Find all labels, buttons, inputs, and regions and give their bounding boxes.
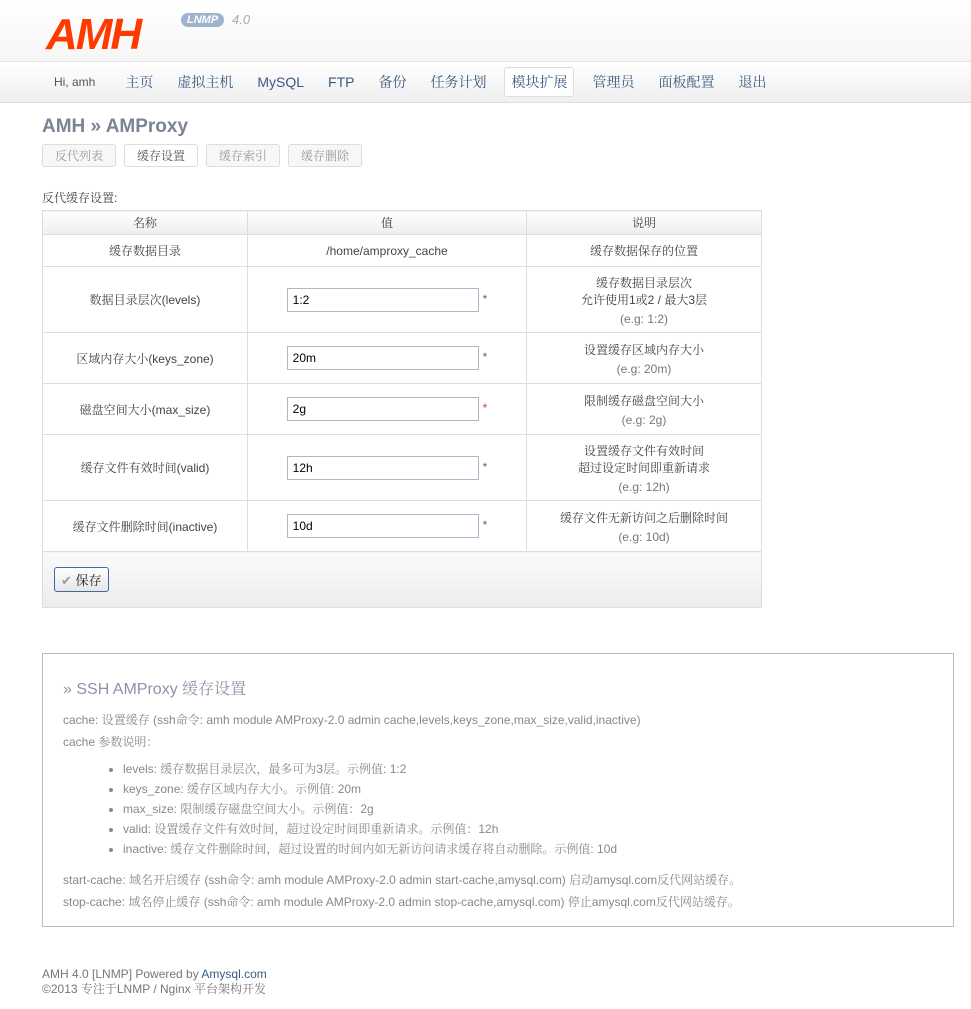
- value-input[interactable]: [287, 456, 479, 480]
- ssh-title: » SSH AMProxy 缓存设置: [63, 681, 247, 698]
- tab-proxy-list[interactable]: 反代列表: [42, 144, 116, 167]
- value-input[interactable]: [287, 288, 479, 312]
- list-item: • levels: 缓存数据目录层次，最多可为3层。示例值: 1:2: [123, 759, 933, 779]
- list-item: • inactive: 缓存文件删除时间，超过设置的时间内如无新访问请求缓存将自动删除。示例值: 10d: [123, 839, 933, 859]
- row-desc: 设置缓存区域内存大小 (e.g: 20m): [527, 333, 762, 384]
- sub-tabs: [42, 144, 762, 167]
- footer: AMH 4.0 [LNMP] Powered by Amysql.com ©2013 专注于LNMP / Nginx 平台架构开发: [42, 967, 267, 996]
- table-row: [43, 267, 762, 333]
- list-item: • keys_zone: 缓存区域内存大小。示例值: 20m: [123, 779, 933, 799]
- list-item: • valid: 设置缓存文件有效时间，超过设定时间即重新请求。示例值：12h: [123, 819, 933, 839]
- row-value: /home/amproxy_cache: [248, 235, 527, 267]
- nav-logout[interactable]: 退出: [738, 74, 767, 90]
- table-row: [43, 501, 762, 552]
- col-desc: 说明: [527, 211, 762, 235]
- page-title: AMH » AMProxy: [42, 116, 189, 137]
- nav-config[interactable]: 面板配置: [658, 74, 715, 90]
- list-item: • max_size: 限制缓存磁盘空间大小。示例值：2g: [123, 799, 933, 819]
- ssh-stop: stop-cache: 域名停止缓存 (ssh命令: amh module AMProxy-2.0 admin stop-cache,amysql.com) 停止amysql.com反代网站缓存。: [63, 895, 740, 909]
- value-input[interactable]: [287, 397, 479, 421]
- required-mark: *: [482, 350, 488, 365]
- row-desc: 设置缓存文件有效时间 超过设定时间即重新请求 (e.g: 12h): [527, 435, 762, 501]
- col-value: 值: [248, 211, 527, 235]
- row-name: 数据目录层次(levels): [43, 267, 248, 333]
- row-desc: 缓存数据保存的位置: [527, 235, 762, 267]
- lnmp-badge: LNMP: [181, 13, 224, 27]
- header: [0, 0, 971, 62]
- col-name: 名称: [43, 211, 248, 235]
- table-row: [43, 235, 762, 267]
- row-desc: 缓存文件无新访问之后删除时间 (e.g: 10d): [527, 501, 762, 552]
- required-mark: *: [482, 291, 488, 306]
- cache-settings-table: [42, 210, 762, 608]
- amh-logo: AMH: [46, 10, 141, 59]
- value-input[interactable]: [287, 346, 479, 370]
- main-content: [42, 116, 762, 608]
- table-row: [43, 384, 762, 435]
- nav-home[interactable]: 主页: [125, 74, 154, 90]
- ssh-cache: cache: 设置缓存 (ssh命令: amh module AMProxy-2.0 admin cache,levels,keys_zone,max_size,valid,inactive): [63, 713, 641, 727]
- tab-cache-delete[interactable]: 缓存删除: [288, 144, 362, 167]
- check-icon: ✔: [61, 573, 72, 588]
- row-name: 磁盘空间大小(max_size): [43, 384, 248, 435]
- greeting: Hi, amh: [54, 75, 96, 89]
- save-button[interactable]: ✔ 保存: [54, 567, 109, 592]
- table-row: [43, 435, 762, 501]
- required-mark: *: [482, 518, 488, 533]
- tab-cache-settings[interactable]: 缓存设置: [124, 144, 198, 167]
- row-name: 缓存文件删除时间(inactive): [43, 501, 248, 552]
- value-input[interactable]: [287, 514, 479, 538]
- row-name: 缓存文件有效时间(valid): [43, 435, 248, 501]
- tab-cache-index[interactable]: 缓存索引: [206, 144, 280, 167]
- main-nav: [0, 62, 971, 103]
- version: 4.0: [232, 12, 251, 27]
- section-label: 反代缓存设置:: [42, 191, 118, 205]
- required-mark: *: [482, 401, 488, 416]
- param-list: [123, 759, 933, 859]
- nav-tasks[interactable]: 任务计划: [430, 74, 487, 90]
- amysql-link[interactable]: Amysql.com: [201, 967, 267, 981]
- nav-ftp[interactable]: FTP: [328, 74, 355, 90]
- ssh-help-panel: [42, 653, 954, 927]
- row-name: 区域内存大小(keys_zone): [43, 333, 248, 384]
- nav-backup[interactable]: 备份: [378, 74, 407, 90]
- ssh-params-label: cache 参数说明：: [63, 735, 159, 749]
- table-row: [43, 333, 762, 384]
- nav-admin[interactable]: 管理员: [592, 74, 635, 90]
- required-mark: *: [482, 459, 488, 474]
- nav-vhost[interactable]: 虚拟主机: [177, 74, 234, 90]
- ssh-start: start-cache: 域名开启缓存 (ssh命令: amh module AMProxy-2.0 admin start-cache,amysql.com) 启动amysql.com反代网站缓存。: [63, 873, 742, 887]
- row-desc: 限制缓存磁盘空间大小 (e.g: 2g): [527, 384, 762, 435]
- nav-modules[interactable]: 模块扩展: [504, 67, 574, 97]
- row-desc: 缓存数据目录层次 允许使用1或2 / 最大3层 (e.g: 1:2): [527, 267, 762, 333]
- nav-mysql[interactable]: MySQL: [257, 74, 305, 90]
- row-name: 缓存数据目录: [43, 235, 248, 267]
